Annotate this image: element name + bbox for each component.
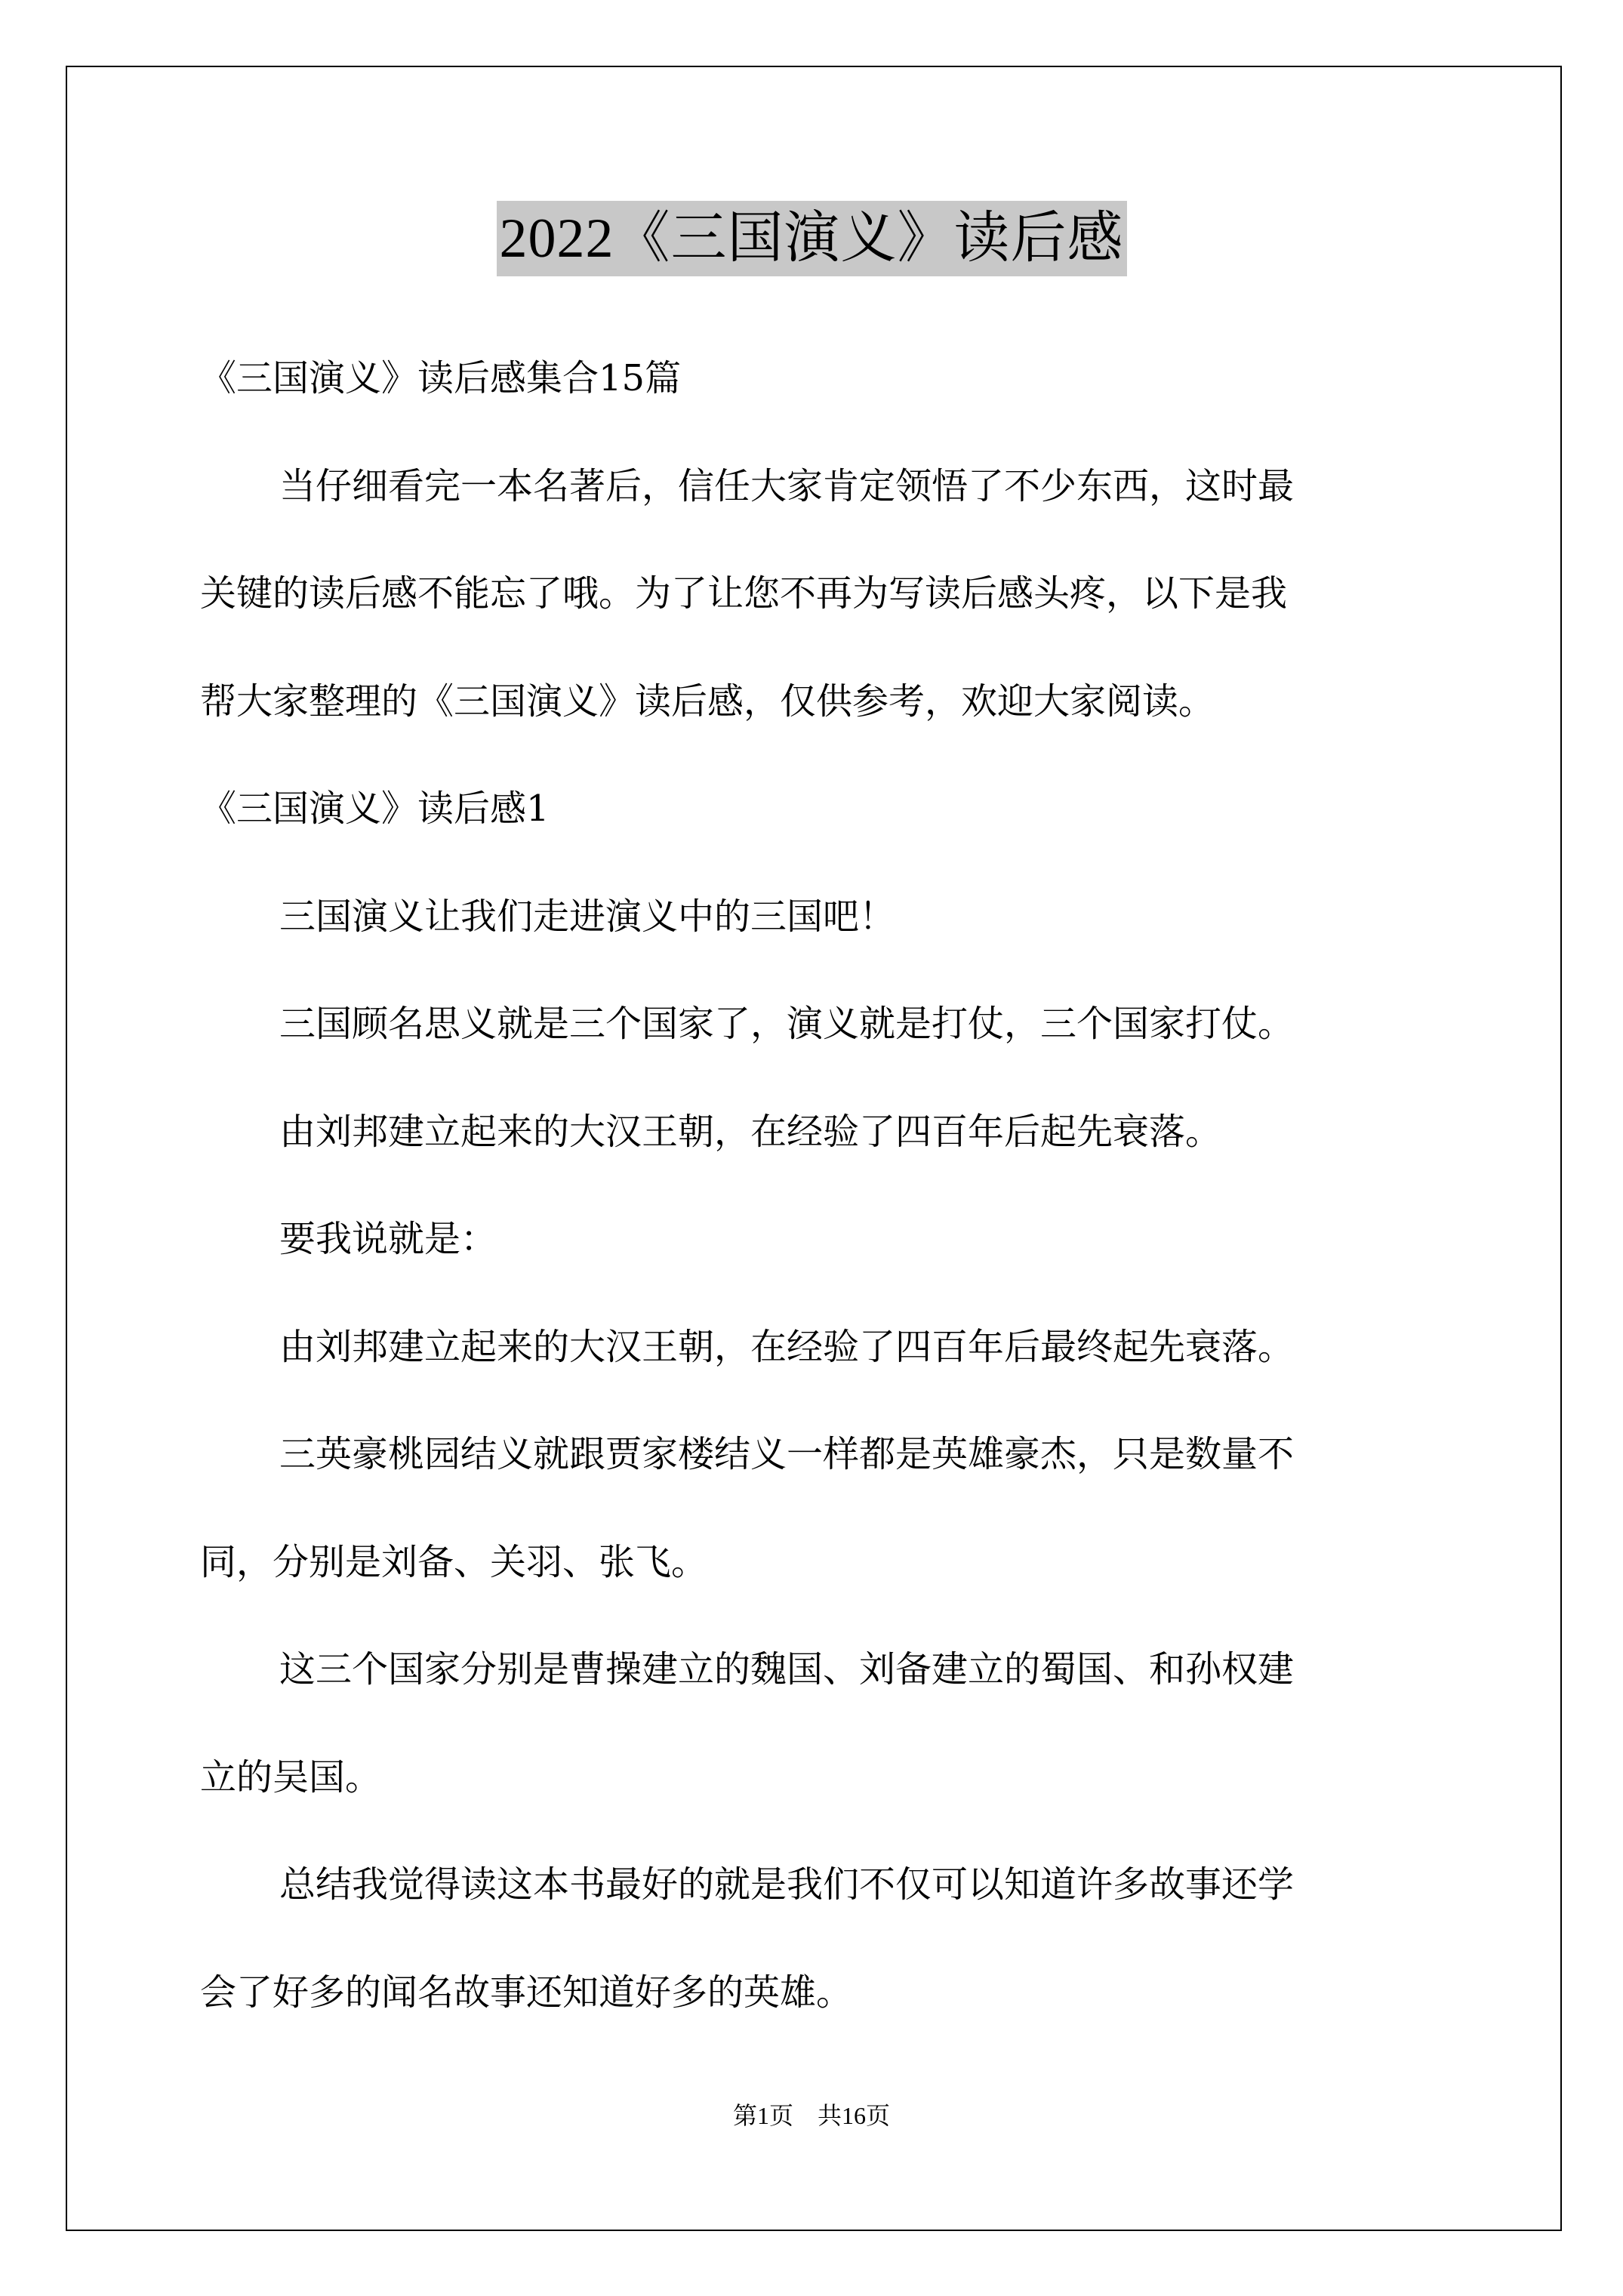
section-heading: 《三国演义》读后感1 — [200, 787, 550, 830]
body-line: 三国顾名思义就是三个国家了，演义就是打仗，三个国家打仗。 — [279, 1003, 1295, 1045]
intro-line: 当仔细看完一本名著后，信任大家肯定领悟了不少东西，这时最 — [279, 465, 1295, 507]
intro-line: 关键的读后感不能忘了哦。为了让您不再为写读后感头疼，以下是我 — [200, 572, 1288, 615]
body-line: 要我说就是： — [279, 1218, 497, 1260]
body-line: 立的吴国。 — [200, 1756, 382, 1798]
page-footer: 第1页 共16页 — [732, 2102, 890, 2129]
intro-line: 帮大家整理的《三国演义》读后感，仅供参考，欢迎大家阅读。 — [200, 680, 1215, 723]
body-line: 由刘邦建立起来的大汉王朝，在经验了四百年后起先衰落。 — [279, 1111, 1222, 1153]
title-container — [0, 201, 1623, 276]
body-line: 总结我觉得读这本书最好的就是我们不仅可以知道许多故事还学 — [279, 1863, 1295, 1906]
body-line: 三国演义让我们走进演义中的三国吧！ — [279, 895, 896, 938]
body-line: 会了好多的闻名故事还知道好多的英雄。 — [200, 1971, 853, 2014]
body-line: 同，分别是刘备、关羽、张飞。 — [200, 1541, 708, 1583]
body-line: 三英豪桃园结义就跟贾家楼结义一样都是英雄豪杰，只是数量不 — [279, 1433, 1295, 1475]
document-title: 2022《三国演义》读后感 — [497, 201, 1127, 276]
document-subtitle: 《三国演义》读后感集合15篇 — [200, 357, 682, 399]
body-line: 这三个国家分别是曹操建立的魏国、刘备建立的蜀国、和孙权建 — [279, 1648, 1295, 1690]
body-line: 由刘邦建立起来的大汉王朝，在经验了四百年后最终起先衰落。 — [279, 1326, 1295, 1368]
